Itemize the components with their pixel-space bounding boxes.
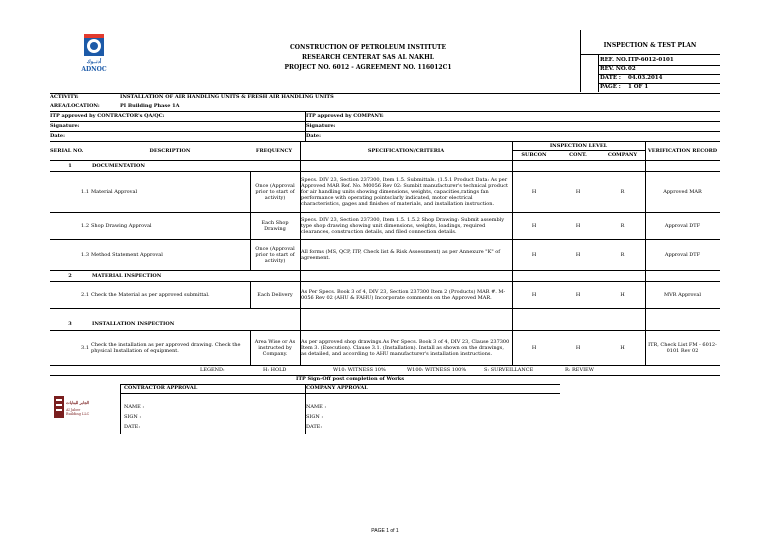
legend-label: LEGEND: (200, 367, 225, 373)
row-1-2-cont: H (575, 223, 581, 229)
row-1-3-subcon: H (531, 252, 537, 258)
section-2-no: 2 (68, 273, 72, 279)
col-frequency: FREQUENCY (255, 148, 293, 154)
signoff-title: ITP Sign-Off post completion of Works (295, 376, 405, 382)
col-company: COMPANY (607, 152, 638, 158)
legend-w10: W10: WITNESS 10% (333, 367, 386, 373)
date-row (600, 75, 720, 83)
date-value: 04.03.2014 (628, 75, 663, 81)
row-1-1-description: Material Approval (91, 189, 138, 195)
row-1-3-company: R (620, 252, 625, 258)
logo-arabic: أدنــوك (86, 59, 102, 65)
contractor-logo (52, 394, 96, 422)
row-1-1-specification: Specs. DIV 23, Section 237300, Item 1.5. Submittals. (1.5.1 Product Data: As per Approved MAR Ref. No. M0056 Rev 02: Sumbit manufacturer's technical product for air handling units showing dimensions, weights, capacities,ratings fan performance with operating pointsclarly indicated, motor electrical characteristics, gages and finishes of materials, and installation instruction. (301, 177, 509, 207)
row-1-1-company: R (620, 189, 625, 195)
col-serial: SERIAL NO. (50, 148, 84, 154)
activity-value: INSTALLATION OF AIR HANDLING UNITS & FRESH AIR HANDLING UNITS (120, 94, 334, 100)
row-1-1-frequency: Once (Approval prior to start of activity) (255, 183, 295, 201)
contractor-approval-title: CONTRACTOR APPROVAL (124, 385, 198, 391)
contractor-itp-approval: ITP approved by CONTRACTOR's QA/QC: (50, 113, 165, 119)
date-label: DATE : (600, 75, 621, 81)
section-3-no: 3 (68, 321, 72, 327)
page-label: PAGE : (600, 84, 621, 90)
page-row (600, 84, 720, 92)
contractor-sign-label: SIGN : (124, 414, 142, 420)
row-1-2-company: R (620, 223, 625, 229)
section-1-no: 1 (68, 163, 72, 169)
section-1-title: DOCUMENTATION (92, 163, 145, 169)
row-2-1-subcon: H (531, 292, 537, 298)
row-1-2-specification: Specs. DIV 23, Section 237300, Item 1.5. 1.5.2 Shop Drawing: Submit assembly type shop drawing showing unit dimensions, weights, loadings, required clearances, construction details, and filed connection details. (301, 217, 505, 235)
company-itp-approval: ITP approved by COMPANY: (306, 113, 384, 119)
col-cont: CONT. (569, 152, 587, 158)
rev-no-row (600, 66, 720, 74)
row-1-2-subcon: H (531, 223, 537, 229)
row-1-1-subcon: H (531, 189, 537, 195)
site-title: RESEARCH CENTERAT SAS AL NAKHL (302, 54, 434, 61)
company-name-label: NAME : (306, 404, 327, 410)
col-inspection-level: INSPECTION LEVEL (549, 143, 608, 149)
row-2-1-frequency: Each Delivery (257, 292, 293, 298)
section-3-title: INSTALLATION INSPECTION (92, 321, 175, 327)
contractor-date-label-signoff: DATE: (124, 424, 141, 430)
company-date-label-signoff: DATE: (306, 424, 323, 430)
col-subcon: SUBCON (521, 152, 547, 158)
legend-surveillance: S: SURVEILLANCE (484, 367, 534, 373)
org-title: CONSTRUCTION OF PETROLEUM INSTITUTE (289, 44, 447, 51)
project-number: PROJECT NO. 6012 - AGREEMENT NO. 116012C1 (284, 64, 452, 71)
plan-title: INSPECTION & TEST PLAN (603, 42, 697, 49)
page-value: 1 OF 1 (628, 84, 649, 90)
row-3-1-description: Check the installation as per approved drawing. Check the physical Installation of equipment. (91, 342, 241, 354)
legend-review: R: REVIEW (565, 367, 594, 373)
row-1-3-record: Approval DTF (664, 252, 701, 258)
row-3-1-company: H (620, 345, 625, 351)
section-2-title: MATERIAL INSPECTION (92, 273, 162, 279)
row-1-3-description: Method Statement Approval (91, 252, 163, 258)
col-specification: SPECIFICATION/CRITERIA (367, 148, 445, 154)
row-1-2-record: Approval DTF (664, 223, 701, 229)
row-1-1-cont: H (575, 189, 581, 195)
contractor-signature-label: Signature: (50, 123, 80, 129)
ref-no-value: ITP-6012-0101 (628, 57, 674, 63)
rev-no-label: REV. NO. (600, 66, 628, 72)
row-1-2-no: 1.2 (81, 223, 89, 229)
itp-info-block (550, 30, 720, 92)
row-2-1-cont: H (575, 292, 581, 298)
row-1-2-description: Shop Drawing Approval (91, 223, 152, 229)
contractor-logo-text: Al Jaber Building LLC (66, 408, 90, 416)
activity-label: ACTIVITY: (50, 94, 79, 100)
ref-no-label: REF. NO. (600, 57, 628, 63)
area-value: PI Building Phase 1A (120, 103, 180, 109)
row-1-1-record: Approved MAR (663, 189, 702, 195)
area-label: AREA/LOCATION: (50, 103, 100, 109)
row-1-2-frequency: Each Shop Drawing (261, 220, 289, 232)
row-1-3-no: 1.3 (81, 252, 89, 258)
row-3-1-frequency: Area Wise or As instructed by Company. (254, 339, 296, 357)
row-3-1-specification: As per approved shop drawings.As Per Specs. Book 3 of 4, DIV 23, Clause 237300 Item 3. (Execution). Clause 3.1. (Installation). Install as shown on the drawings, as detailed, and according to AHU manufacturer's installation instructions. (301, 339, 510, 357)
ref-no-row (600, 57, 720, 65)
legend-hold: H: HOLD (263, 367, 287, 373)
row-1-1-no: 1.1 (81, 189, 89, 195)
row-3-1-record: ITR, Check List FM - 6012-0101 Rev 02 (648, 342, 717, 354)
row-3-1-subcon: H (531, 345, 537, 351)
row-3-1-no: 3.1 (81, 345, 89, 351)
company-sign-label: SIGN : (306, 414, 324, 420)
contractor-logo-arabic: الجابر للبنايات (66, 400, 90, 405)
legend-w100: W100: WITNESS 100% (407, 367, 467, 373)
rev-no-value: 02 (628, 66, 636, 72)
row-1-3-frequency: Once (Approval prior to start of activity) (255, 246, 295, 264)
document-header (50, 30, 720, 92)
col-description: DESCRIPTION (149, 148, 191, 154)
row-2-1-record: MVR Approval (664, 292, 701, 298)
logo-text: ADNOC (81, 66, 107, 73)
row-1-3-specification: All forms (MS, QCP, ITP, Check list & Risk Assessment) as per Annexure "K" of agreement. (301, 249, 501, 261)
contractor-name-label: NAME : (124, 404, 145, 410)
adnoc-logo (50, 30, 138, 92)
company-date-label: Date: (306, 133, 321, 139)
row-3-1-cont: H (575, 345, 581, 351)
contractor-date-label: Date: (50, 133, 65, 139)
company-approval-title: COMPANY APPROVAL (306, 385, 368, 391)
row-2-1-company: H (620, 292, 625, 298)
row-2-1-description: Check the Material as per approved submittal. (91, 292, 210, 298)
row-1-3-cont: H (575, 252, 581, 258)
row-2-1-no: 2.1 (81, 292, 89, 298)
page-footer: PAGE 1 of 1 (371, 528, 399, 534)
company-signature-label: Signature: (306, 123, 336, 129)
col-verification: VERIFICATION RECORD (647, 148, 718, 154)
project-title-block (218, 30, 518, 92)
row-2-1-specification: As Per Specs. Book 3 of 4, DIV 23, Section 237300 Item 2 (Products) MAR #. M-0056 Rev 02 (AHU & FAHU) Incorporate comments on the Approved MAR. (301, 289, 506, 301)
